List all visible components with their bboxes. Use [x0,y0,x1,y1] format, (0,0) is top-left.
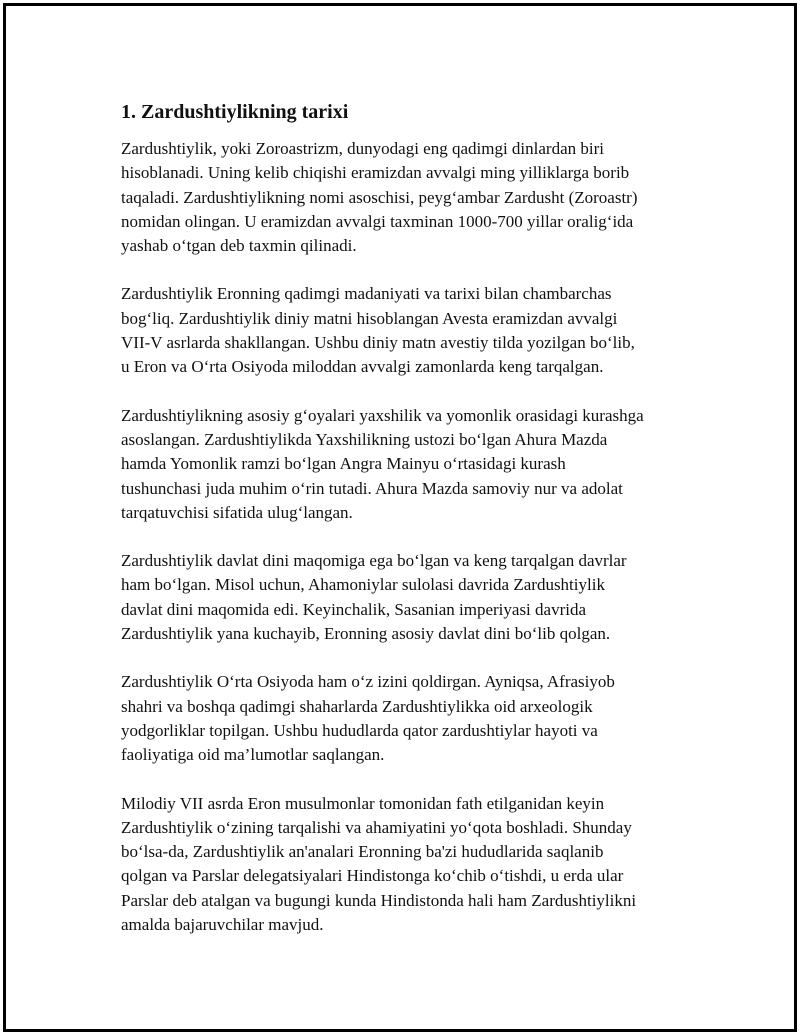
text-line: asoslangan. Zardushtiylikda Yaxshilikning ustozi bo‘lgan Ahura Mazda [121,429,608,449]
page-border [3,3,797,1032]
text-line: Zardushtiylik davlat dini maqomiga ega bo‘lgan va keng tarqalgan davrlar [121,551,627,571]
document-body [121,99,691,961]
text-line: VII-V asrlarda shakllangan. Ushbu diniy matn avestiy tilda yozilgan bo‘lib, [121,333,635,353]
text-line: Zardushtiylikning asosiy g‘oyalari yaxshilik va yomonlik orasidagi kurashga [121,405,644,425]
section-heading: 1. Zardushtiylikning tarixi [121,101,349,123]
paragraph [121,670,691,767]
text-line: ham bo‘lgan. Misol uchun, Ahamoniylar sulolasi davrida Zardushtiylik [121,575,605,595]
text-line: davlat dini maqomida edi. Keyinchalik, Sasanian imperiyasi davrida [121,599,587,619]
paragraph-list [121,137,691,937]
text-line: hamda Yomonlik ramzi bo‘lgan Angra Mainyu o‘rtasidagi kurash [121,454,566,474]
paragraph [121,137,691,258]
paragraph [121,792,691,938]
paragraph [121,404,691,525]
text-line: tushunchasi juda muhim o‘rin tutadi. Ahura Mazda samoviy nur va adolat [121,478,623,498]
text-line: taqaladi. Zardushtiylikning nomi asoschisi, peyg‘ambar Zardusht (Zoroastr) [121,187,638,207]
text-line: hisoblanadi. Uning kelib chiqishi eramizdan avvalgi ming yilliklarga borib [121,163,630,183]
text-line: Zardushtiylik o‘zining tarqalishi va ahamiyatini yo‘qota boshladi. Shunday [121,817,632,837]
text-line: Zardushtiylik yana kuchayib, Eronning asosiy davlat dini bo‘lib qolgan. [121,624,611,644]
text-line: Parslar deb atalgan va bugungi kunda Hindistonda hali ham Zardushtiylikni [121,890,637,910]
text-line: yodgorliklar topilgan. Ushbu hududlarda qator zardushtiylar hayoti va [121,720,598,740]
text-line: Milodiy VII asrda Eron musulmonlar tomonidan fath etilganidan keyin [121,793,605,813]
text-line: Zardushtiylik, yoki Zoroastrizm, dunyodagi eng qadimgi dinlardan biri [121,139,604,158]
text-line: bo‘lsa-da, Zardushtiylik an'analari Eronning ba'zi hududlarida saqlanib [121,842,604,862]
paragraph [121,282,691,379]
text-line: nomidan olingan. U eramizdan avvalgi taxminan 1000-700 yillar oralig‘ida [121,211,634,231]
text-line: bog‘liq. Zardushtiylik diniy matni hisoblangan Avesta eramizdan avvalgi [121,308,618,328]
text-line: qolgan va Parslar delegatsiyalari Hindistonga ko‘chib o‘tishdi, u erda ular [121,866,624,886]
text-line: Zardushtiylik Eronning qadimgi madaniyati va tarixi bilan chambarchas [121,284,612,304]
text-line: faoliyatiga oid ma’lumotlar saqlangan. [121,745,385,765]
text-line: u Eron va O‘rta Osiyoda miloddan avvalgi zamonlarda keng tarqalgan. [121,357,604,377]
text-line: yashab o‘tgan deb taxmin qilinadi. [121,236,357,256]
text-line: tarqatuvchisi sifatida ulug‘langan. [121,502,353,522]
text-line: amalda bajaruvchilar mavjud. [121,915,324,935]
paragraph [121,549,691,646]
text-line: Zardushtiylik O‘rta Osiyoda ham o‘z izini qoldirgan. Ayniqsa, Afrasiyob [121,672,615,692]
text-line: shahri va boshqa qadimgi shaharlarda Zardushtiylikka oid arxeologik [121,696,593,716]
